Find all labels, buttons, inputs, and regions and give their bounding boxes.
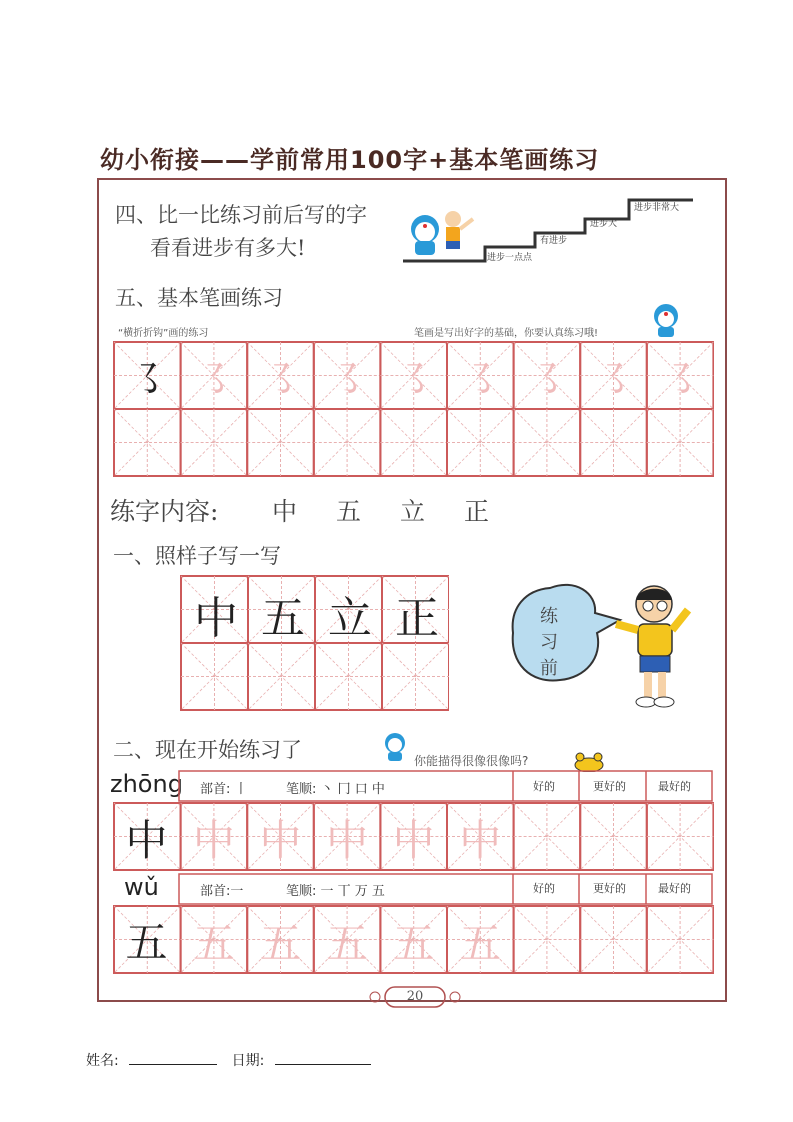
stroke-trace-char: ㇌ — [327, 357, 368, 403]
speech-bubble — [505, 578, 625, 698]
date-field[interactable] — [275, 1064, 371, 1065]
section4-line2: 看看进步有多大! — [150, 236, 306, 260]
stroke-trace-char: ㇌ — [526, 357, 567, 403]
example-char-3: 立 — [328, 593, 372, 644]
section4-line1: 四、比一比练习前后写的字 — [115, 203, 367, 227]
stroke-trace-char: ㇌ — [593, 357, 634, 403]
page-title: 幼小衔接——学前常用100字+基本笔画练习 — [100, 146, 600, 174]
trace-char: 五 — [459, 919, 502, 968]
strokes-wu: 笔顺: 一 丅 万 五 — [286, 884, 385, 899]
trace-char: 中 — [192, 816, 235, 865]
trace-char: 中 — [392, 816, 435, 865]
practice-char-1: 中 — [272, 497, 298, 526]
rating-better-1: 更好的 — [593, 780, 626, 793]
section5-title: 五、基本笔画练习 — [115, 286, 283, 310]
stroke-trace-char: ㇌ — [460, 357, 501, 403]
trace-char: 五 — [392, 919, 435, 968]
nobita-character-icon — [612, 582, 702, 710]
stroke-example-char: ㇌ — [127, 357, 168, 403]
trace-char: 中 — [259, 816, 302, 865]
practice-content-label: 练字内容: — [110, 497, 219, 526]
strokes-zhong: 笔顺: 丶 冂 口 中 — [286, 782, 385, 797]
name-label: 姓名: — [86, 1053, 119, 1069]
pooh-bear-icon — [572, 752, 606, 772]
trace-char: 中 — [459, 816, 502, 865]
practice-char-3: 立 — [400, 497, 426, 526]
stroke-trace-char: ㇌ — [660, 357, 701, 403]
page-number: 20 — [406, 989, 424, 1004]
rating-best-1: 最好的 — [658, 780, 691, 793]
footer — [86, 1050, 371, 1070]
section1-title: 一、照样子写一写 — [113, 544, 281, 568]
rating-better-2: 更好的 — [593, 882, 626, 895]
example-char-4: 正 — [395, 593, 439, 644]
stroke-tip: 笔画是写出好字的基础，你要认真练习哦! — [414, 328, 599, 339]
trace-char: 中 — [326, 816, 369, 865]
step-label-4: 进步非常大 — [634, 203, 680, 213]
bubble-char-2: 习 — [540, 632, 558, 653]
row-char-wu: 五 — [125, 918, 168, 967]
bubble-char-3: 前 — [540, 658, 558, 679]
radical-wu: 部首:一 — [200, 884, 244, 899]
date-label: 日期: — [231, 1053, 265, 1069]
practice-char-2: 五 — [336, 497, 362, 526]
stroke-trace-char: ㇌ — [393, 357, 434, 403]
stroke-trace-char: ㇌ — [193, 357, 234, 403]
step-label-2: 有进步 — [540, 236, 568, 246]
pinyin-zhong: zhōng — [110, 770, 183, 798]
pinyin-wu: wǔ — [124, 873, 159, 901]
doraemon-small-icon — [382, 730, 408, 762]
example-char-2: 五 — [261, 593, 305, 644]
rating-good-2: 好的 — [533, 882, 555, 895]
section2-question: 你能描得很像很像吗? — [414, 754, 529, 768]
trace-char: 五 — [192, 919, 235, 968]
stroke-trace-char: ㇌ — [260, 357, 301, 403]
radical-zhong: 部首: 丨 — [200, 782, 248, 797]
rating-good-1: 好的 — [533, 780, 555, 793]
practice-char-4: 正 — [464, 497, 490, 526]
bubble-char-1: 练 — [540, 606, 558, 627]
trace-char: 五 — [259, 919, 302, 968]
example-char-1: 中 — [194, 593, 238, 644]
trace-char: 五 — [326, 919, 369, 968]
rating-best-2: 最好的 — [658, 882, 691, 895]
step-label-1: 进步一点点 — [487, 253, 533, 263]
step-label-3: 进步大 — [590, 219, 618, 229]
name-field[interactable] — [129, 1064, 217, 1065]
doraemon-icon — [650, 300, 682, 338]
section2-title: 二、现在开始练习了 — [113, 738, 302, 762]
row-char-zhong: 中 — [125, 816, 168, 865]
stroke-caption: “横折折钩”画的练习 — [118, 328, 209, 339]
